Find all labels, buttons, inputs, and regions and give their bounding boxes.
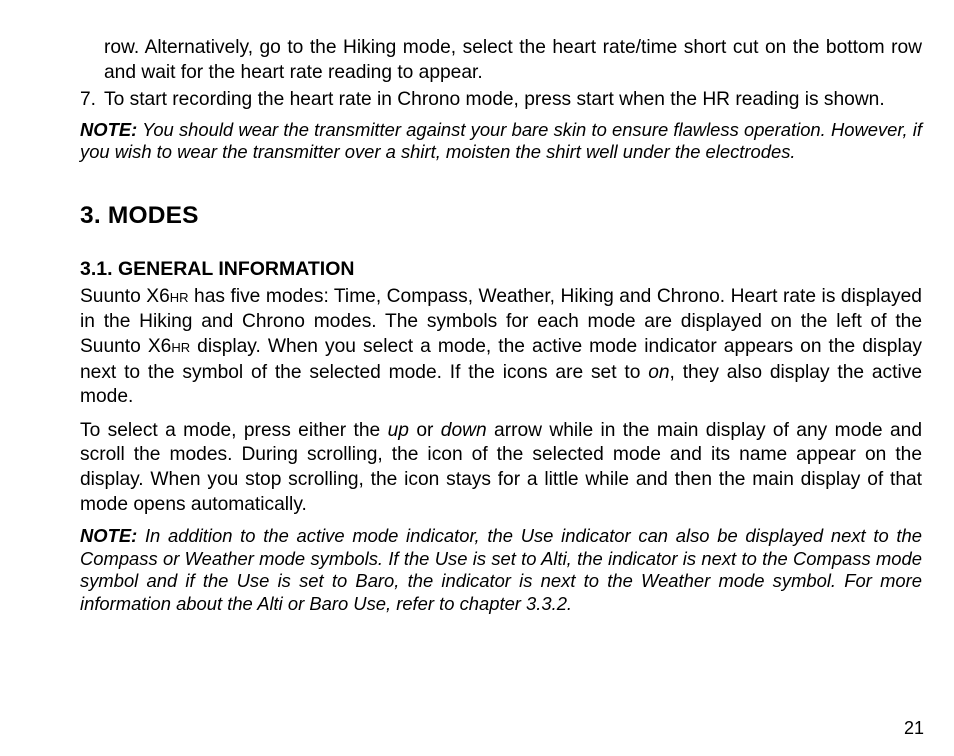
note-text: In addition to the active mode indicator, the Use indicator can also be displayed next to the Compass or Weather mode symbols. If the Use is set to Alti, the indicator is next to the Compass mode symbol and if the Use is set to Baro, the indicator is next to the Weather mode symbol. For more information about the Alti or Baro Use, refer to chapter 3.3.2. xyxy=(80,525,922,614)
text-run: or xyxy=(408,419,441,441)
select-mode-paragraph xyxy=(80,419,922,517)
note-text: You should wear the transmitter against your bare skin to ensure flawless operation. However, if you wish to wear the transmitter over a shirt, moisten the shirt well under the electrodes. xyxy=(80,118,922,163)
italic-term: down xyxy=(440,419,487,441)
note-label: NOTE: xyxy=(80,118,138,140)
italic-term: on xyxy=(648,361,670,383)
step-7 xyxy=(80,88,922,113)
text-run: To select a mode, press either the xyxy=(80,419,388,441)
text-run: display. When you select a mode, the active mode indicator appears on the display next to the symbol of the selected mode. If the icons are set to xyxy=(80,335,922,383)
step-7-number: 7. xyxy=(80,89,97,111)
hr-suffix: HR xyxy=(171,339,191,355)
text-run: arrow while in the main display of any mode and scroll the modes. During scrolling, the icon of the selected mode and its name appear on the display. When you stop scrolling, the icon stays for a little while and then the main display of that mode opens automatically. xyxy=(80,419,922,515)
text-run: Suunto X6 xyxy=(80,285,170,307)
text-column xyxy=(80,36,922,615)
page-number: 21 xyxy=(903,718,924,738)
chapter-heading: 3. MODES xyxy=(80,201,199,229)
use-indicator-note xyxy=(80,525,922,615)
general-info-paragraph xyxy=(80,285,922,410)
section-heading: 3.1. GENERAL INFORMATION xyxy=(80,257,355,280)
transmitter-note xyxy=(80,119,922,164)
text-run: , they also display the active mode. xyxy=(80,361,922,408)
continued-step-text: row. Alternatively, go to the Hiking mode, select the heart rate/time short cut on the bottom row and wait for the heart rate reading to appear. xyxy=(104,37,922,83)
note-label: NOTE: xyxy=(80,525,138,547)
text-run: has five modes: Time, Compass, Weather, Hiking and Chrono. Heart rate is displayed in the Hiking and Chrono modes. The symbols for each mode are displayed on the left of the Suunto X6 xyxy=(80,285,922,357)
step-7-text: To start recording the heart rate in Chrono mode, press start when the HR reading is shown. xyxy=(104,89,885,111)
hr-suffix: HR xyxy=(169,289,189,305)
italic-term: up xyxy=(387,419,409,441)
